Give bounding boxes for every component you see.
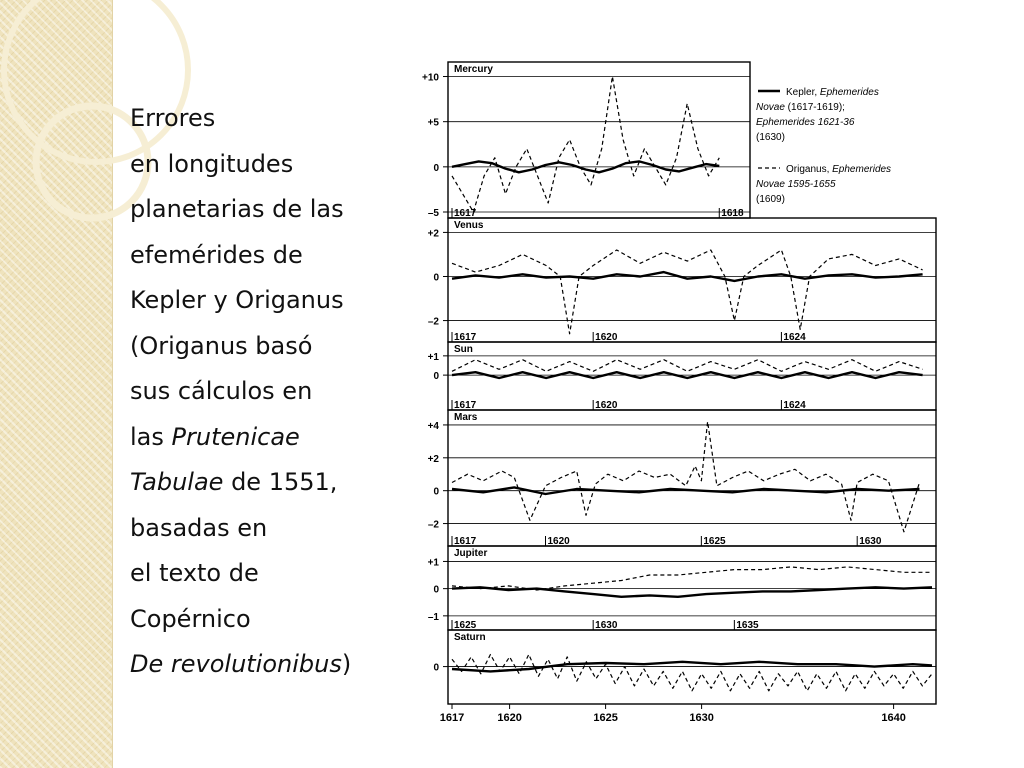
caption-text: efemérides de [130, 240, 303, 269]
caption-line [130, 369, 400, 415]
caption-text: (Origanus basó [130, 331, 313, 360]
y-tick-label: 0 [433, 272, 439, 284]
caption-line [130, 597, 400, 643]
caption-line [130, 324, 400, 370]
legend-text-part: Novae [756, 102, 785, 113]
x-tick-label: 1617 [454, 332, 477, 343]
legend-text-part: Origanus, [786, 164, 833, 175]
caption-text: Tabulae [130, 468, 224, 496]
caption-line [130, 96, 400, 142]
caption-text: de 1551, [223, 468, 338, 496]
panel-title: Saturn [454, 632, 486, 643]
x-tick-label: 1625 [454, 620, 477, 631]
y-tick-label: 0 [433, 371, 439, 383]
caption-line [130, 642, 400, 688]
y-tick-label: +2 [427, 453, 439, 465]
x-tick-label: 1630 [859, 536, 882, 547]
panel-title: Sun [454, 344, 473, 355]
legend-text [786, 164, 891, 175]
y-tick-label: –5 [427, 208, 439, 219]
panel-frame [448, 218, 936, 342]
x-tick-label: 1624 [783, 400, 806, 411]
y-tick-label: 0 [433, 486, 439, 498]
x-tick-label: 1617 [454, 400, 477, 411]
x-tick-label: 1630 [595, 620, 618, 631]
x-tick-label: 1617 [454, 208, 477, 219]
caption-line [130, 551, 400, 597]
caption-line [130, 460, 400, 506]
origanus-error-line [452, 422, 920, 532]
caption-text: Kepler y Origanus [130, 286, 344, 314]
x-tick-label: 1620 [547, 536, 570, 547]
panel-frame [448, 62, 750, 218]
caption-line [130, 142, 400, 188]
caption-line [130, 233, 400, 279]
origanus-error-line [452, 567, 932, 590]
legend-text-part: 1621-36 [814, 117, 855, 128]
planetary-error-chart [416, 56, 956, 736]
x-tick-label: 1630 [689, 712, 714, 724]
caption-text: sus cálculos en [130, 377, 313, 405]
y-tick-label: +5 [427, 117, 439, 129]
caption-line [130, 187, 400, 233]
legend-text [756, 179, 836, 190]
legend-text [756, 132, 785, 143]
x-tick-label: 1617 [454, 536, 477, 547]
x-tick-label: 1624 [783, 332, 806, 343]
caption-text: basadas en [130, 513, 268, 542]
origanus-error-line [452, 250, 923, 334]
x-tick-label: 1620 [497, 712, 522, 724]
y-tick-label: +10 [422, 72, 439, 84]
caption-text: el texto de [130, 559, 259, 587]
panel-title: Mars [454, 412, 478, 423]
origanus-error-line [452, 360, 923, 372]
legend-text-part: (1630) [756, 132, 785, 143]
caption-text: De revolutionibus [130, 650, 342, 678]
legend-text-part: (1617-1619); [784, 102, 845, 113]
caption-text: ) [341, 650, 352, 678]
legend-text-part: Kepler, [786, 87, 820, 98]
origanus-error-line [452, 77, 719, 213]
legend-text [756, 102, 845, 113]
caption-text: Prutenicae [171, 422, 300, 451]
y-tick-label: +4 [427, 420, 439, 432]
caption-line [130, 278, 400, 324]
caption-text: en longitudes [130, 149, 294, 178]
y-tick-label: 0 [433, 162, 439, 174]
y-tick-label: –2 [427, 519, 439, 531]
caption-text: las [130, 422, 172, 451]
y-tick-label: –2 [427, 316, 439, 328]
x-tick-label: 1625 [703, 536, 726, 547]
legend-text [756, 117, 855, 128]
legend-text [786, 87, 879, 98]
legend-text-part: Ephemerides [832, 164, 892, 175]
x-tick-label: 1635 [736, 620, 759, 631]
y-tick-label: +2 [427, 228, 439, 240]
panel-frame [448, 410, 936, 546]
panel-title: Venus [454, 220, 484, 231]
caption-line [130, 415, 400, 461]
x-tick-label: 1620 [595, 332, 618, 343]
panel-title: Mercury [454, 64, 493, 75]
y-tick-label: –1 [427, 611, 439, 623]
legend-text-part: Ephemerides [756, 117, 815, 128]
x-tick-label: 1640 [881, 712, 906, 724]
caption-text: Copérnico [130, 604, 251, 633]
caption-text: planetarias de las [130, 195, 344, 223]
x-tick-label: 1617 [439, 712, 465, 724]
legend-text [756, 194, 785, 205]
x-tick-label: 1618 [721, 208, 744, 219]
legend-text-part: Novae 1595-1655 [756, 179, 836, 190]
x-tick-label: 1620 [595, 400, 618, 411]
x-tick-label: 1625 [593, 712, 618, 724]
legend-text-part: Ephemerides [819, 87, 879, 98]
legend-text-part: (1609) [756, 194, 785, 205]
y-tick-label: +1 [427, 557, 439, 569]
slide-caption [130, 96, 400, 688]
caption-line [130, 506, 400, 552]
y-tick-label: 0 [433, 662, 439, 674]
caption-text: Errores [130, 104, 216, 132]
y-tick-label: 0 [433, 584, 439, 596]
y-tick-label: +1 [427, 351, 439, 363]
panel-title: Jupiter [454, 548, 488, 559]
origanus-error-line [452, 655, 932, 691]
